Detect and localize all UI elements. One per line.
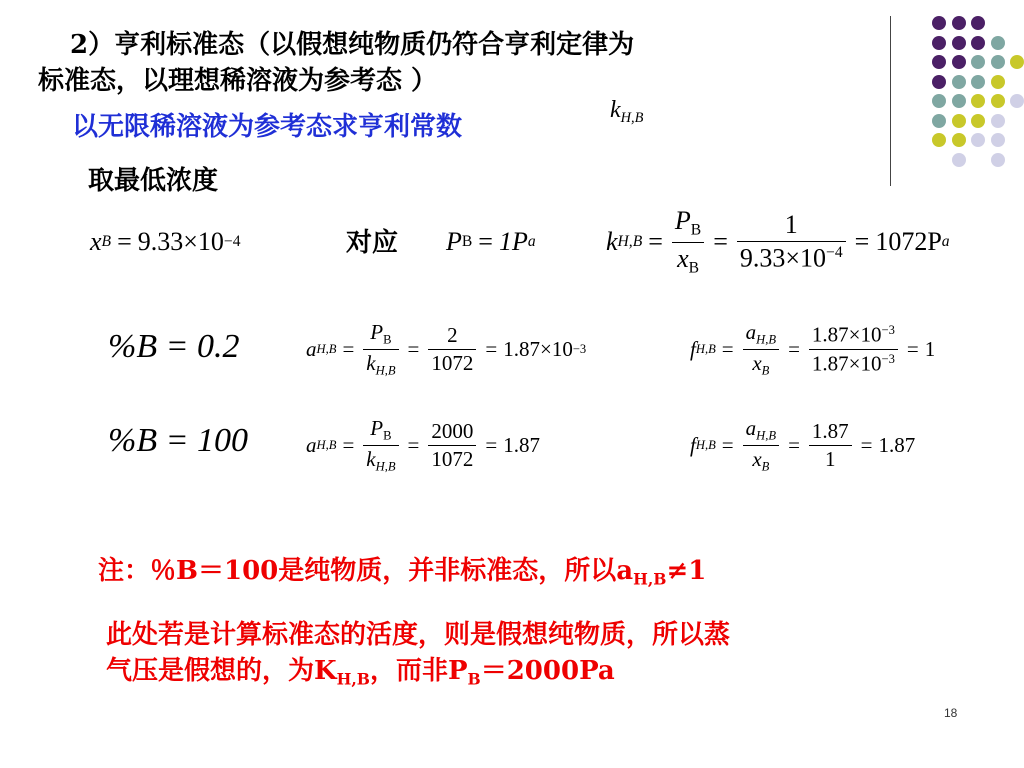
henry-constant-symbol: $k_{H,B}$ — [610, 97, 644, 127]
decorative-dot — [971, 36, 985, 50]
row2-activity-coefficient-formula: f H,B = $\frac{a_{H,B}}{x_B}$ = $\frac{1.87\times 10^{-3}}{1.87\times 10^{-3}}$ = 1 — [690, 319, 936, 377]
decorative-dot — [932, 94, 946, 108]
decorative-dot — [991, 75, 1005, 89]
row1-pb-equation: P B = 1P a — [446, 227, 536, 256]
row2-activity-formula: a H,B = $\frac{P_B}{k_{H,B}}$ = $\frac{2}{1072}$ = 1.87×10 −3 — [306, 319, 587, 377]
row3-activity-formula: a H,B = $\frac{P_B}{k_{H,B}}$ = $\frac{2000}{1072}$ = 1.87 — [306, 415, 540, 473]
decorative-dot — [971, 16, 985, 30]
page-number: 18 — [944, 706, 958, 720]
decorative-dot — [932, 75, 946, 89]
note-hypothetical-line-2: 气压是假想的，为$K_{H,B}$，而非$P_B=2000Pa$ — [106, 656, 615, 689]
decorative-dot — [932, 36, 946, 50]
fraction-pb-over-xb: $\frac{P_B}{x_B}$ — [672, 208, 704, 275]
lowest-concentration-label: 取最低浓度 — [88, 166, 219, 196]
decorative-dot — [971, 94, 985, 108]
decorative-dot — [952, 16, 966, 30]
decorative-dot — [952, 36, 966, 50]
decorative-dot — [991, 153, 1005, 167]
decorative-dot — [932, 133, 946, 147]
decorative-dot — [1010, 94, 1024, 108]
row1-henry-constant-formula: k H,B = $\frac{P_B}{x_B}$ = $\frac{1}{9.33\times 10^{-4}}$ = 1072P a — [606, 206, 950, 276]
decorative-dot — [991, 94, 1005, 108]
note-pure-substance: 注：％B＝100是纯物质，并非标准态，所以$a_{H,B}\ne 1$ — [98, 556, 707, 589]
row3-percent-label: %B = 100 — [108, 422, 249, 459]
decorative-dot — [952, 94, 966, 108]
row1-xb-equation: x B = 9.33×10 −4 — [90, 227, 241, 256]
decorative-dot — [952, 133, 966, 147]
decorative-dot — [952, 55, 966, 69]
decorative-dot — [932, 55, 946, 69]
decorative-dot — [971, 133, 985, 147]
decorative-dot — [991, 114, 1005, 128]
decorative-dot — [991, 36, 1005, 50]
decorative-dot — [991, 55, 1005, 69]
decorative-dot — [952, 114, 966, 128]
heading-blue-line: 以无限稀溶液为参考态求亨利常数 — [72, 112, 463, 142]
row2-percent-label: %B = 0.2 — [108, 328, 240, 365]
note-hypothetical-line-1: 此处若是计算标准态的活度，则是假想纯物质，所以蒸 — [106, 620, 731, 650]
decorative-dot — [932, 16, 946, 30]
heading-line-1: 2）亨利标准态（以假想纯物质仍符合亨利定律为 — [70, 30, 635, 60]
decorative-divider-line — [890, 16, 891, 186]
decorative-dot — [932, 114, 946, 128]
decorative-dot — [952, 75, 966, 89]
decorative-dot — [971, 75, 985, 89]
decorative-dot — [1010, 55, 1024, 69]
decorative-dot — [971, 114, 985, 128]
decorative-dot — [991, 133, 1005, 147]
decorative-dot — [952, 153, 966, 167]
heading-line-2: 标准态，以理想稀溶液为参考态 ） — [38, 66, 438, 96]
decorative-dot — [971, 55, 985, 69]
corresponds-label: 对应 — [346, 228, 399, 258]
row3-activity-coefficient-formula: f H,B = $\frac{a_{H,B}}{x_B}$ = $\frac{1.87}{1}$ = 1.87 — [690, 415, 916, 473]
fraction-one-over-xb: $\frac{1}{9.33\times 10^{-4}}$ — [737, 212, 846, 271]
